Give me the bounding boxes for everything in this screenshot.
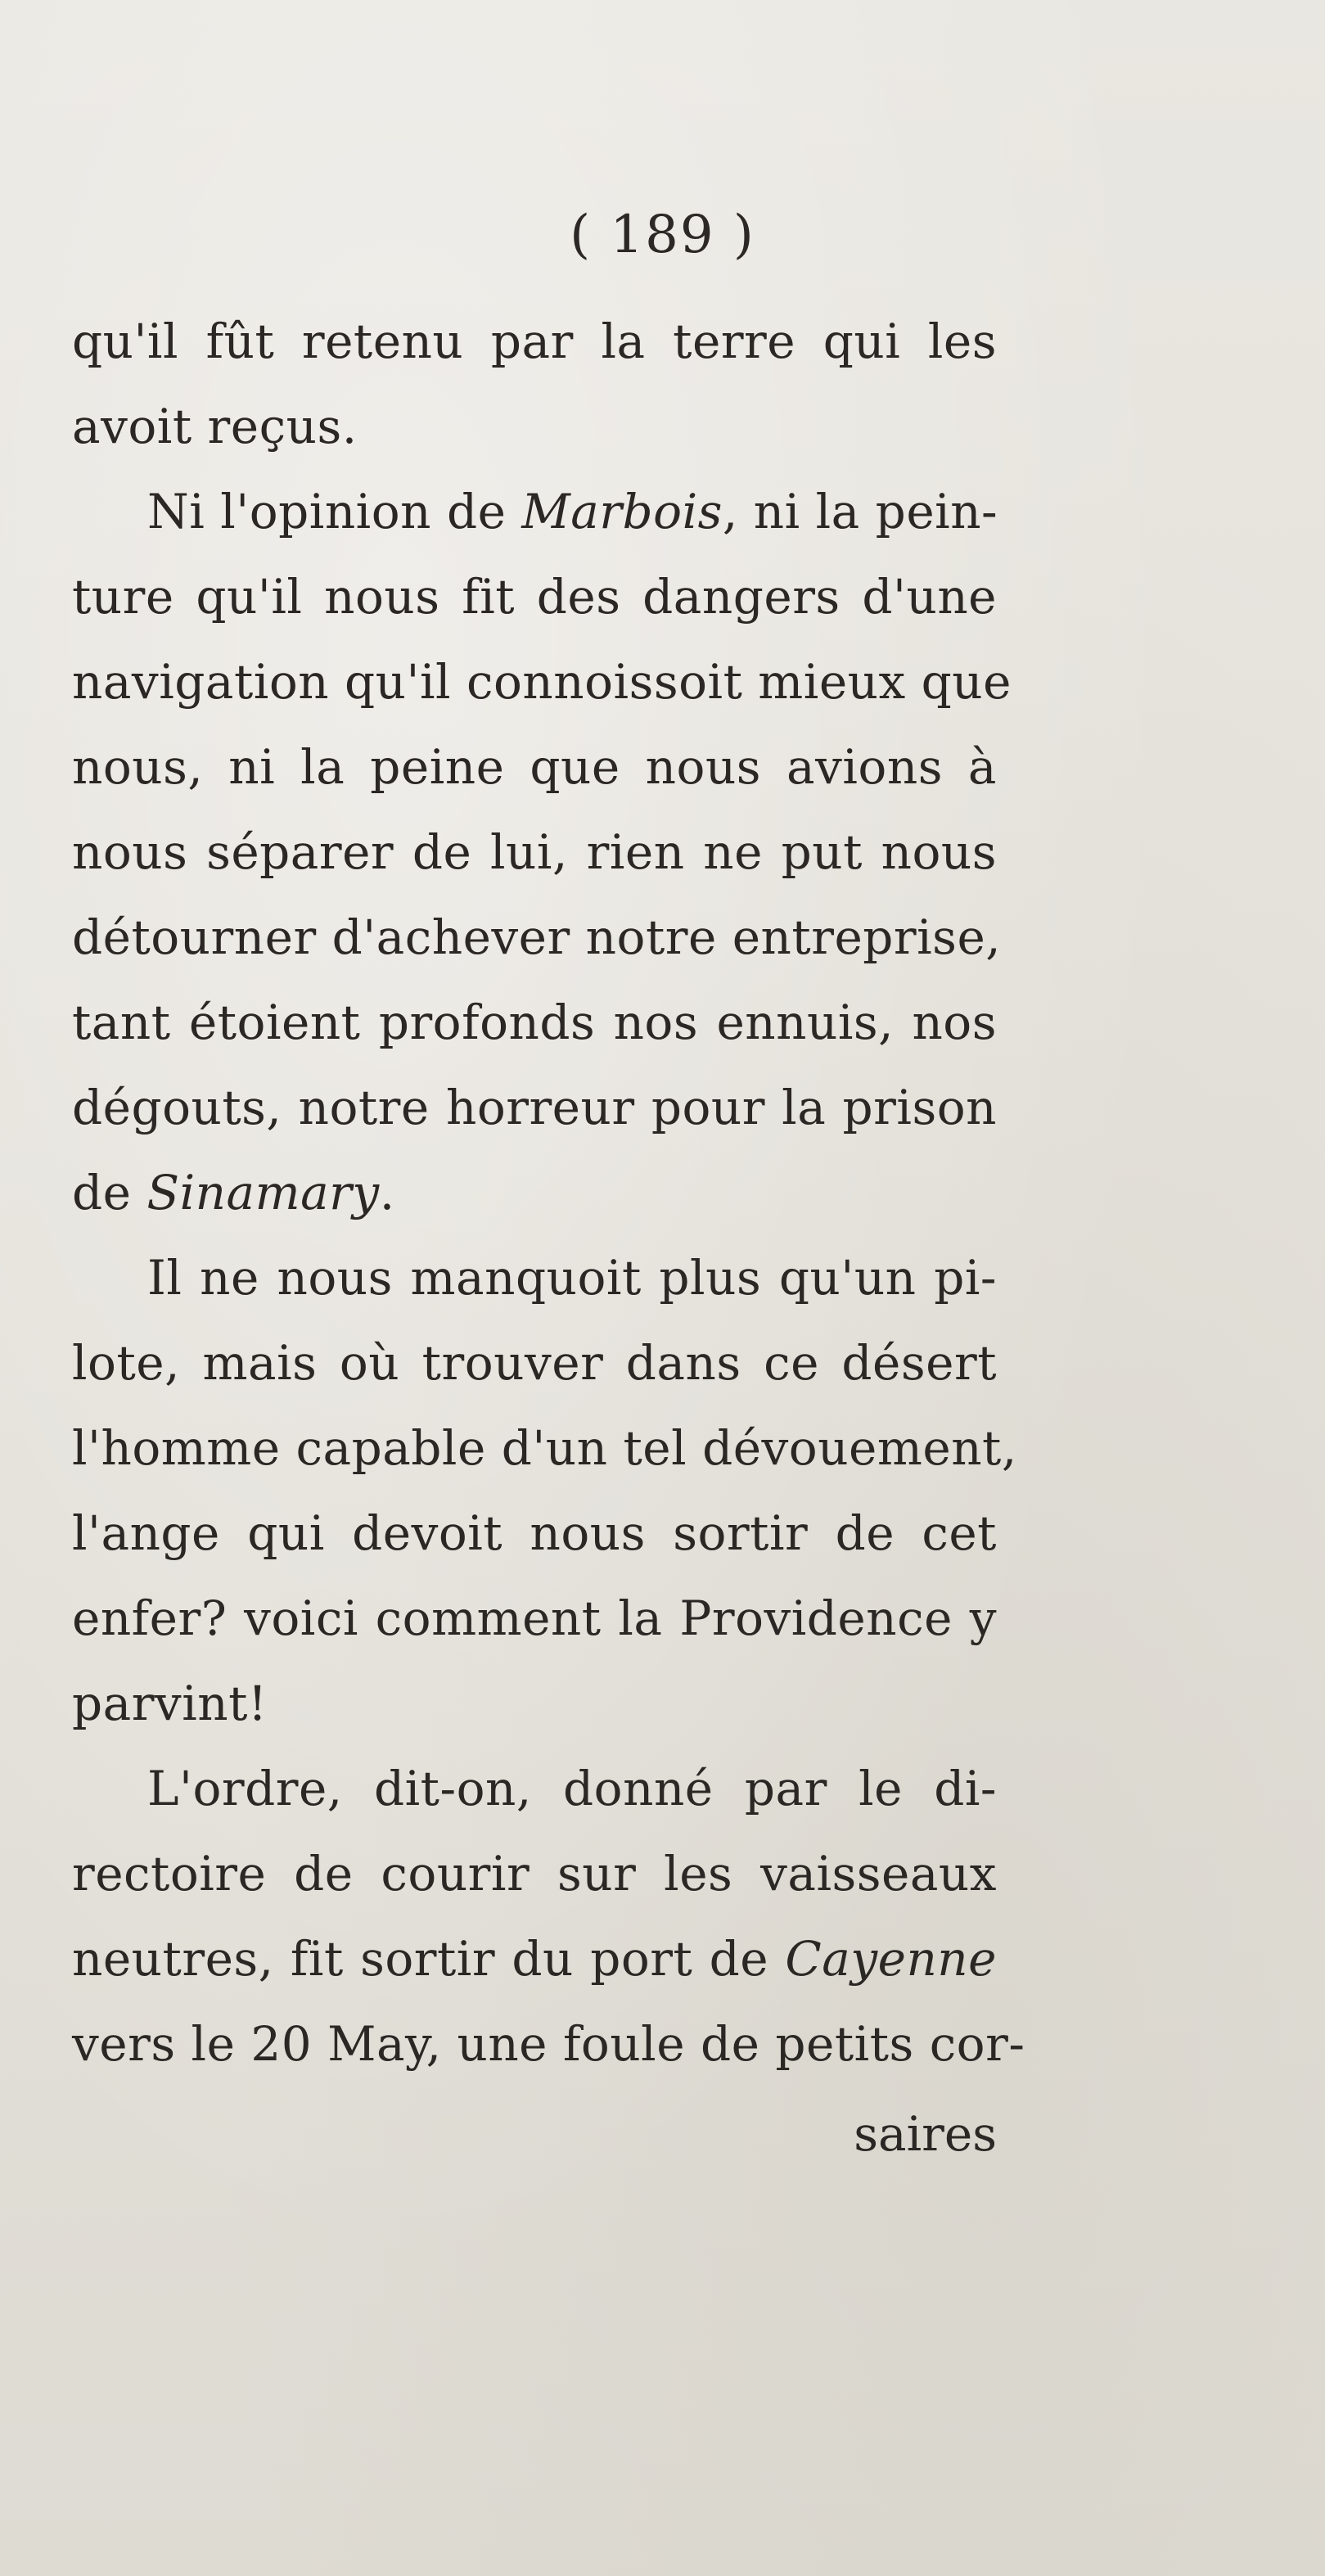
page-number-header: ( 189 ) <box>570 205 755 265</box>
italic-name: Sinamary <box>146 1165 380 1220</box>
text-line: Il ne nous manquoit plus qu'un pi- <box>147 1250 997 1306</box>
text-segment: , ni la pein- <box>722 484 998 539</box>
text-line: navigation qu'il connoissoit mieux que <box>72 654 1012 710</box>
text-line: vers le 20 May, une foule de petits cor- <box>72 2016 1025 2072</box>
text-line <box>72 1916 997 2001</box>
text-line: l'ange qui devoit nous sortir de cet <box>72 1505 997 1561</box>
text-line: avoit reçus. <box>72 399 358 454</box>
text-line <box>72 469 997 554</box>
text-segment: Ni l'opinion de <box>147 484 522 539</box>
body-text <box>72 299 1025 2087</box>
text-line: nous séparer de lui, rien ne put nous <box>72 824 997 880</box>
text-line: tant étoient profonds nos ennuis, nos <box>72 995 997 1050</box>
text-line: L'ordre, dit-on, donné par le di- <box>147 1761 997 1816</box>
catchword: saires <box>854 2106 997 2162</box>
text-line: qu'il fût retenu par la terre qui les <box>72 314 997 369</box>
text-segment: . <box>379 1165 395 1220</box>
text-segment: de <box>72 1165 147 1220</box>
text-segment: neutres, fit sortir du port de <box>72 1931 786 1987</box>
text-line: dégouts, notre horreur pour la prison <box>72 1080 997 1135</box>
text-line: rectoire de courir sur les vaisseaux <box>72 1846 997 1902</box>
text-line: nous, ni la peine que nous avions à <box>72 739 997 795</box>
italic-name: Cayenne <box>785 1931 997 1987</box>
text-line: lote, mais où trouver dans ce désert <box>72 1335 997 1391</box>
italic-name: Marbois <box>521 484 723 539</box>
text-line: l'homme capable d'un tel dévouement, <box>72 1420 1017 1476</box>
text-line: ture qu'il nous fit des dangers d'une <box>72 569 997 625</box>
text-line: parvint! <box>72 1676 268 1731</box>
text-line: détourner d'achever notre entreprise, <box>72 909 1002 965</box>
text-line: enfer? voici comment la Providence y <box>72 1590 997 1646</box>
text-line <box>72 1150 997 1235</box>
